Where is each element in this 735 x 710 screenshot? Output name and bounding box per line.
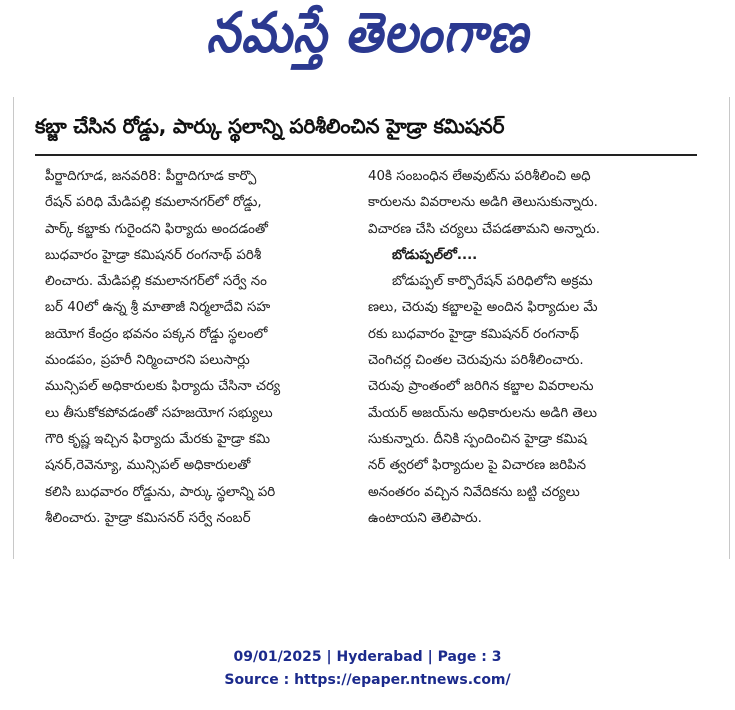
article-line: పీర్జాదిగూడ, జనవరి8: పీర్జాదిగూడ కార్పొ bbox=[45, 169, 257, 184]
article-line: ణలు, చెరువు కబ్జాలపై అందిన ఫిర్యాదుల మే bbox=[368, 300, 598, 316]
article-line: శీలించారు. హైడ్రా కమిసనర్ సర్వే నంబర్ bbox=[45, 510, 251, 526]
footer-date-edition-page: 09/01/2025 | Hyderabad | Page : 3 bbox=[233, 649, 502, 665]
article-line: షనర్,రెవెన్యూ, మున్సిపల్ అధికారులతో bbox=[45, 458, 251, 474]
article-line: మున్సిపల్ అధికారులకు ఫిర్యాదు చేసినా చర్య bbox=[45, 379, 281, 395]
article-subhead: బోడుప్పల్‌లో.... bbox=[392, 247, 478, 263]
article-headline: కబ్జా చేసిన రోడ్డు, పార్కు స్థలాన్ని పరిశీలించిన హైడ్రా కమిషనర్ bbox=[35, 114, 505, 138]
article-line: బోడుప్పల్ కార్పొరేషన్ పరిధిలోని అక్రమ bbox=[392, 274, 593, 290]
article-line: లించారు. మేడిపల్లి కమలానగర్‌లో సర్వే నం bbox=[45, 274, 267, 290]
newspaper-logo: నమస్తే తెలంగాణ bbox=[206, 0, 529, 66]
article-column-left bbox=[45, 164, 355, 532]
article-line: పార్క్ కబ్జాకు గురైందని ఫిర్యాదు అందడంతో bbox=[45, 221, 268, 237]
article-line: అనంతరం వచ్చిన నివేదికను బట్టి చర్యలు bbox=[368, 484, 580, 500]
article-line: కారులను వివరాలను అడిగి తెలుసుకున్నారు. bbox=[368, 195, 598, 211]
article-line: బుధవారం హైడ్రా కమిషనర్ రంగనాథ్ పరిశీ bbox=[45, 247, 262, 263]
article-line: సుకున్నారు. దీనికి స్పందించిన హైడ్రా కమిష bbox=[368, 431, 587, 447]
article-column-right bbox=[368, 164, 694, 532]
article-line: విచారణ చేసి చర్యలు చేపడతామని అన్నారు. bbox=[368, 221, 601, 237]
article-line: చెంగిచర్ల చింతల చెరువును పరిశీలించారు. bbox=[368, 353, 584, 369]
article-line: మేయర్ అజయ్‌ను అధికారులను అడిగి తెలు bbox=[368, 405, 597, 421]
article-line: రకు బుధవారం హైడ్రా కమిషనర్ రంగనాథ్ bbox=[368, 326, 579, 342]
article-line: లు తీసుకోకపోవడంతో సహజయోగ సభ్యులు bbox=[45, 405, 273, 421]
article-line: చెరువు ప్రాంతంలో జరిగిన కబ్జాల వివరాలను bbox=[368, 379, 594, 395]
article-line: 40కి సంబంధిన లేఅవుట్‌ను పరిశీలించి అధి bbox=[368, 169, 591, 184]
article-line: గౌరి కృష్ణ ఇచ్చిన ఫిర్యాదు మేరకు హైడ్రా కమి bbox=[45, 431, 271, 447]
footer-source: Source : https://epaper.ntnews.com/ bbox=[224, 672, 511, 688]
article-line: మండపం, ప్రహరీ నిర్మించారని పలుసార్లు bbox=[45, 353, 250, 369]
masthead bbox=[0, 0, 735, 80]
article-line: ఉంటాయని తెలిపారు. bbox=[368, 510, 482, 526]
article-line: రేషన్ పరిధి మేడిపల్లి కమలానగర్‌లో రోడ్డు, bbox=[45, 195, 262, 211]
headline-rule bbox=[35, 154, 697, 156]
article-line: కలిసి బుధవారం రోడ్డును, పార్కు స్థలాన్ని పరి bbox=[45, 484, 276, 500]
article-line: జయోగ కేంద్రం భవనం పక్కన రోడ్డు స్థలంలో bbox=[45, 326, 268, 342]
article-line: నర్ త్వరలో ఫిర్యాదుల పై విచారణ జరిపిన bbox=[368, 458, 587, 474]
article-line: బర్ 40లో ఉన్న శ్రీ మాతాజీ నిర్మలాదేవి సహ bbox=[45, 300, 271, 316]
